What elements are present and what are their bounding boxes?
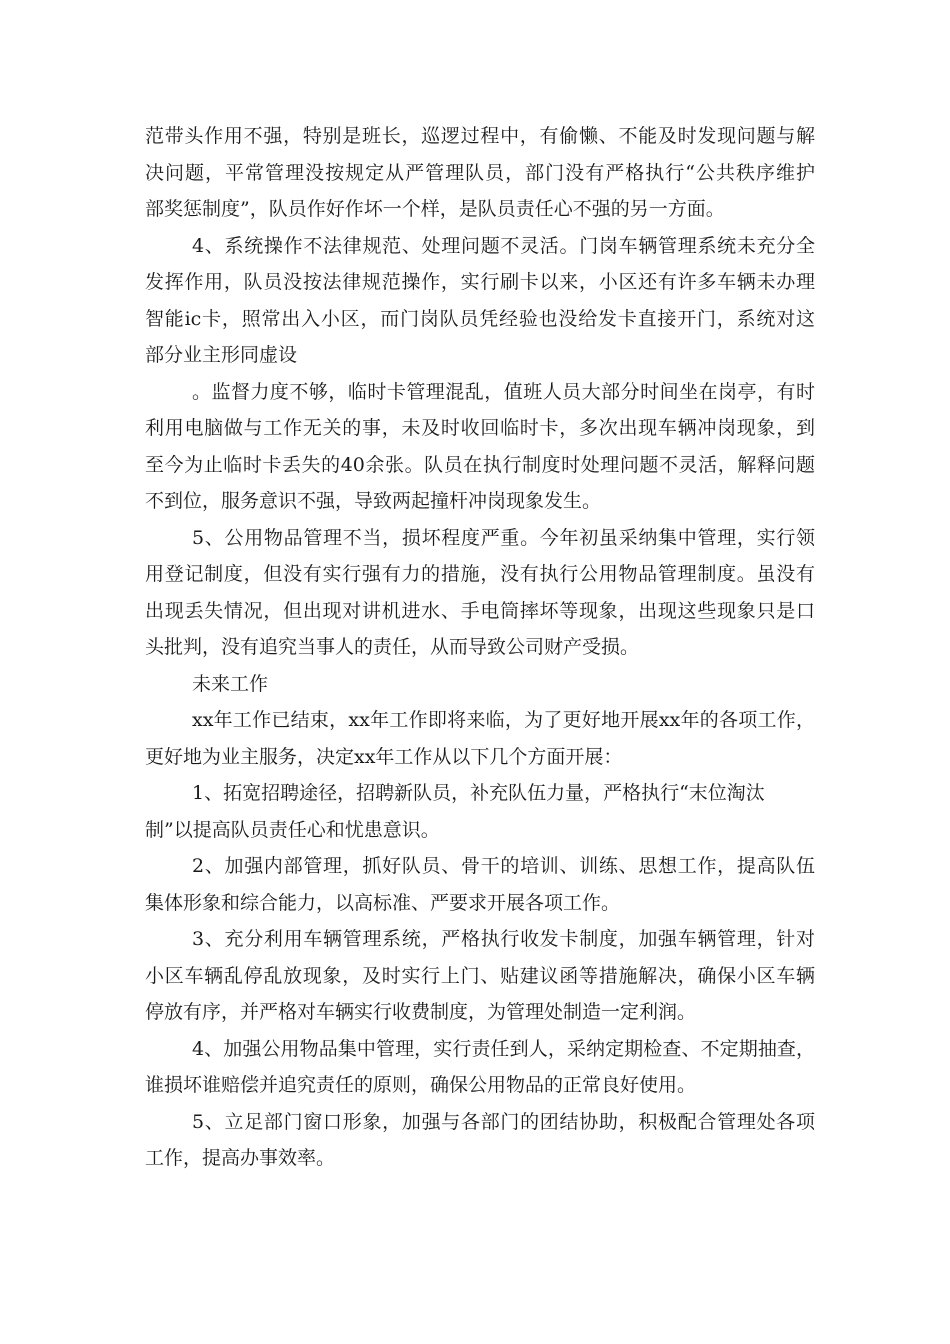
text-line: 发挥作用，队员没按法律规范操作，实行刷卡以来，小区还有许多车辆未办理 [145,271,815,293]
text-line: 小区车辆乱停乱放现象，及时实行上门、贴建议函等措施解决，确保小区车辆 [145,964,815,987]
text-line: 。监督力度不够，临时卡管理混乱，值班人员大部分时间坐在岗亭，有时 [192,380,815,403]
section-heading: 未来工作 [192,672,269,695]
text-line: 部分业主形同虚设 [145,344,298,366]
text-line: 利用电脑做与工作无关的事，未及时收回临时卡，多次出现车辆冲岗现象，到 [145,417,815,439]
text-line: 出现丢失情况，但出现对讲机进水、手电筒摔坏等现象，出现这些现象只是口 [145,599,815,622]
text-line: 制”以提高队员责任心和忧患意识。 [145,818,440,841]
text-line: 至今为止临时卡丢失的40余张。队员在执行制度时处理问题不灵活，解释问题 [145,453,815,476]
text-line: 部奖惩制度”，队员作好作坏一个样，是队员责任心不强的另一方面。 [145,198,725,220]
text-line: 范带头作用不强，特别是班长，巡逻过程中，有偷懒、不能及时发现问题与解 [145,125,815,147]
text-line: 1、拓宽招聘途径，招聘新队员，补充队伍力量，严格执行“末位淘汰 [192,782,765,804]
text-line: 不到位，服务意识不强，导致两起撞杆冲岗现象发生。 [145,490,602,512]
text-line: 停放有序，并严格对车辆实行收费制度，为管理处制造一定利润。 [145,1001,697,1023]
text-line: 用登记制度，但没有实行强有力的措施，没有执行公用物品管理制度。虽没有 [145,563,815,585]
text-line: 决问题，平常管理没按规定从严管理队员，部门没有严格执行“公共秩序维护 [145,161,815,184]
text-line: 头批判，没有追究当事人的责任，从而导致公司财产受损。 [145,636,640,658]
text-line: 2、加强内部管理，抓好队员、骨干的培训、训练、思想工作，提高队伍 [192,855,815,877]
text-line: 更好地为业主服务，决定xx年工作从以下几个方面开展： [145,745,623,768]
text-line: 工作，提高办事效率。 [145,1147,336,1169]
text-line: 5、公用物品管理不当，损坏程度严重。今年初虽采纳集中管理，实行领 [192,526,815,549]
text-line: 5、立足部门窗口形象，加强与各部门的团结协助，积极配合管理处各项 [192,1110,815,1133]
text-line: 智能ic卡，照常出入小区，而门岗队员凭经验也没给发卡直接开门，系统对这 [145,307,815,330]
text-line: 集体形象和综合能力，以高标准、严要求开展各项工作。 [145,891,621,914]
text-line: 谁损坏谁赔偿并追究责任的原则，确保公用物品的正常良好使用。 [145,1074,697,1096]
text-line: 4、加强公用物品集中管理，实行责任到人，采纳定期检查、不定期抽查， [192,1037,815,1060]
text-line: xx年工作已结束，xx年工作即将来临，为了更好地开展xx年的各项工作， [192,709,815,731]
body-text [145,118,815,1177]
text-line: 4、系统操作不法律规范、处理问题不灵活。门岗车辆管理系统未充分全 [192,234,815,257]
text-line: 3、充分利用车辆管理系统，严格执行收发卡制度，加强车辆管理，针对 [192,928,815,950]
